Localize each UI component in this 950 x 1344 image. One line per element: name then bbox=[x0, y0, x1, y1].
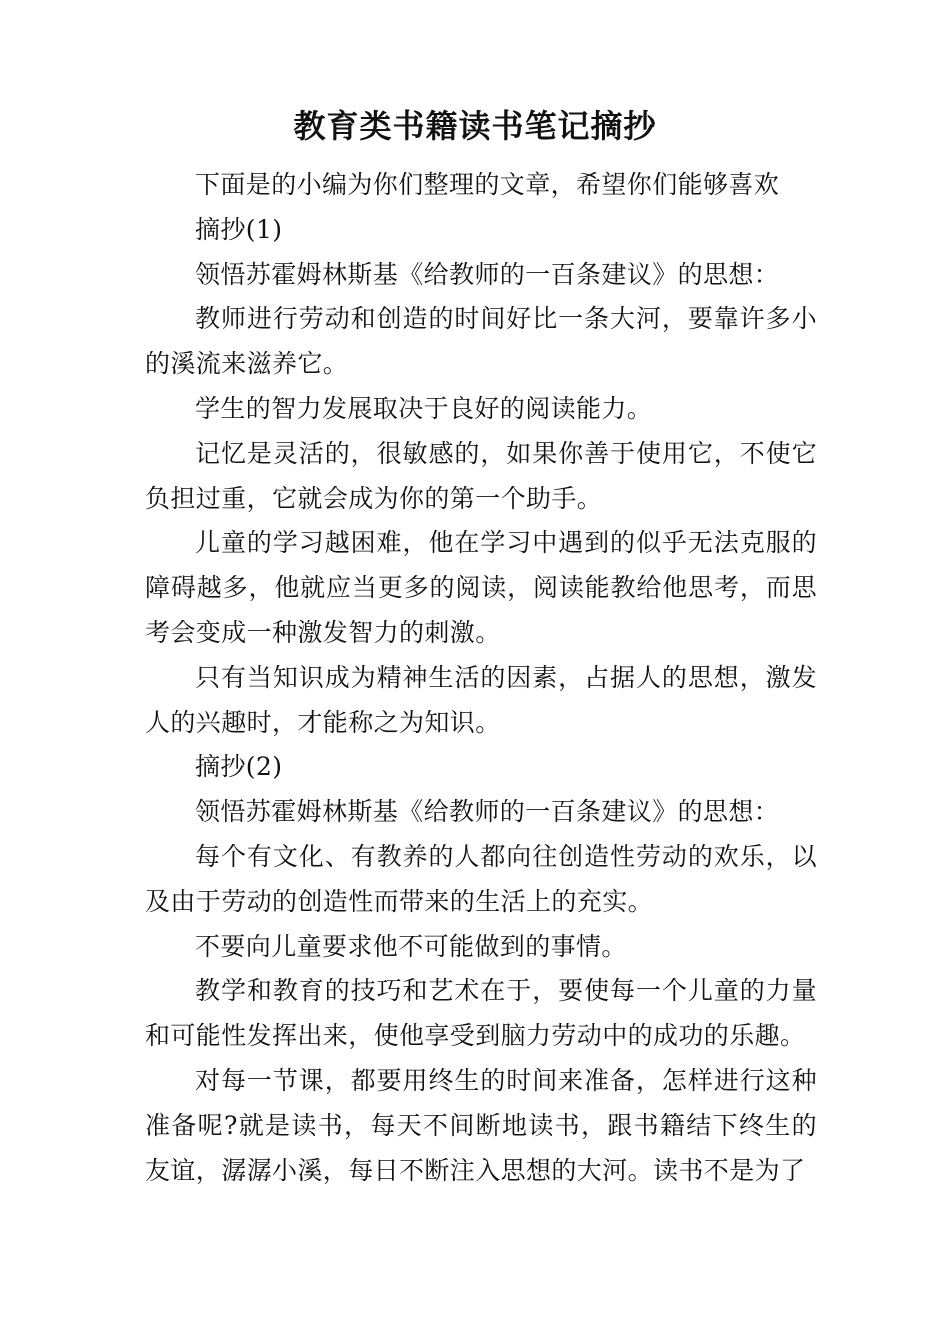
paragraph: 教学和教育的技巧和艺术在于，要使每一个儿童的力量和可能性发挥出来，使他享受到脑力劳动中的成功的乐趣。 bbox=[145, 976, 817, 1051]
paragraph: 不要向儿童要求他不可能做到的事情。 bbox=[195, 931, 627, 961]
paragraph: 只有当知识成为精神生活的因素，占据人的思想，激发人的兴趣时，才能称之为知识。 bbox=[145, 662, 817, 737]
section-heading-excerpt-2: 摘抄(2) bbox=[195, 752, 283, 782]
paragraph: 领悟苏霍姆林斯基《给教师的一百条建议》的思想： bbox=[195, 259, 780, 289]
document-title: 教育类书籍读书笔记摘抄 bbox=[293, 107, 657, 145]
intro-paragraph: 下面是的小编为你们整理的文章，希望你们能够喜欢 bbox=[195, 170, 780, 199]
section-heading-excerpt-1: 摘抄(1) bbox=[195, 214, 283, 244]
paragraph: 学生的智力发展取决于良好的阅读能力。 bbox=[195, 393, 653, 423]
paragraph: 领悟苏霍姆林斯基《给教师的一百条建议》的思想： bbox=[195, 797, 780, 827]
paragraph: 教师进行劳动和创造的时间好比一条大河，要靠许多小的溪流来滋养它。 bbox=[145, 304, 817, 379]
paragraph: 记忆是灵活的，很敏感的，如果你善于使用它，不使它负担过重，它就会成为你的第一个助手。 bbox=[145, 438, 817, 513]
document-body bbox=[145, 163, 817, 1193]
paragraph: 儿童的学习越困难，他在学习中遇到的似乎无法克服的障碍越多，他就应当更多的阅读，阅读能教给他思考，而思考会变成一种激发智力的刺激。 bbox=[145, 528, 817, 647]
paragraph: 每个有文化、有教养的人都向往创造性劳动的欢乐，以及由于劳动的创造性而带来的生活上的充实。 bbox=[145, 841, 817, 916]
paragraph: 对每一节课，都要用终生的时间来准备，怎样进行这种准备呢?就是读书，每天不间断地读书，跟书籍结下终生的友谊，潺潺小溪，每日不断注入思想的大河。读书不是为了 bbox=[145, 1065, 817, 1185]
